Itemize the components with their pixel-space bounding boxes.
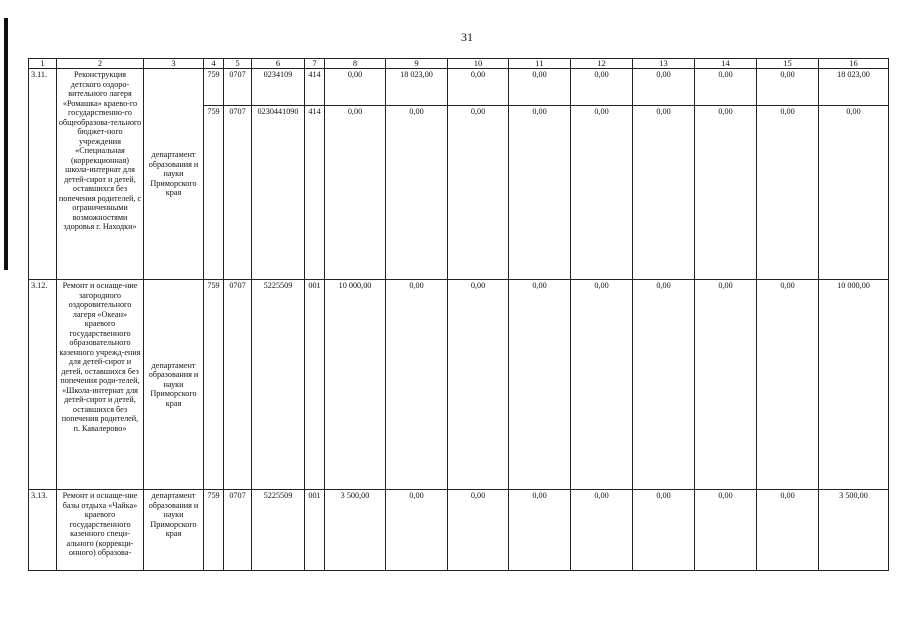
cell: 759 — [204, 490, 224, 571]
col-header: 15 — [757, 59, 819, 69]
cell: 0,00 — [386, 106, 448, 280]
cell: 0,00 — [571, 280, 633, 490]
cell: 0230441090 — [252, 106, 305, 280]
row-number: 3.12. — [29, 280, 57, 490]
cell: 414 — [305, 106, 325, 280]
cell: 759 — [204, 69, 224, 106]
row-department: департамент образования и науки Приморского края — [144, 69, 204, 280]
row-number: 3.13. — [29, 490, 57, 571]
cell: 0,00 — [633, 280, 695, 490]
col-header: 14 — [695, 59, 757, 69]
col-header: 7 — [305, 59, 325, 69]
cell: 0,00 — [695, 490, 757, 571]
col-header: 2 — [57, 59, 144, 69]
col-header: 4 — [204, 59, 224, 69]
cell: 5225509 — [252, 490, 305, 571]
col-header: 16 — [819, 59, 889, 69]
cell: 0707 — [224, 490, 252, 571]
col-header: 3 — [144, 59, 204, 69]
cell: 0,00 — [571, 69, 633, 106]
row-department: департамент образования и науки Приморского края — [144, 280, 204, 490]
cell: 0,00 — [448, 490, 509, 571]
cell: 3 500,00 — [325, 490, 386, 571]
cell: 0,00 — [448, 69, 509, 106]
col-header: 10 — [448, 59, 509, 69]
cell: 0707 — [224, 69, 252, 106]
cell: 759 — [204, 106, 224, 280]
col-header: 5 — [224, 59, 252, 69]
row-name: Ремонт и оснаще-ние базы отдыха «Чайка» краевого государственного казенного специ-ального (коррекци-онного) образова- — [57, 490, 144, 571]
cell: 0,00 — [633, 490, 695, 571]
cell: 0,00 — [509, 280, 571, 490]
cell: 0,00 — [509, 106, 571, 280]
cell: 18 023,00 — [386, 69, 448, 106]
table-row — [29, 490, 889, 571]
cell: 0,00 — [757, 106, 819, 280]
cell: 0,00 — [448, 280, 509, 490]
cell: 0,00 — [819, 106, 889, 280]
cell: 0,00 — [509, 490, 571, 571]
cell: 0,00 — [386, 490, 448, 571]
cell: 5225509 — [252, 280, 305, 490]
col-header: 9 — [386, 59, 448, 69]
col-header: 1 — [29, 59, 57, 69]
col-header: 8 — [325, 59, 386, 69]
cell: 0,00 — [448, 106, 509, 280]
cell: 0707 — [224, 280, 252, 490]
row-name: Ремонт и оснаще-ние загородного оздоровительного лагеря «Океан» краевого государственного образовательного казенного учрежд-ения для детей-сирот и детей, оставшихся без попечения роди-телей, «Школа-интернат для детей-сирот и детей, оставшихся без попечения родителей, п. Кавалерово» — [57, 280, 144, 490]
margin-bar — [4, 18, 8, 270]
col-header: 12 — [571, 59, 633, 69]
cell: 0,00 — [325, 106, 386, 280]
cell: 10 000,00 — [819, 280, 889, 490]
col-header: 6 — [252, 59, 305, 69]
cell: 759 — [204, 280, 224, 490]
cell: 0,00 — [695, 280, 757, 490]
cell: 0,00 — [757, 280, 819, 490]
cell: 0,00 — [695, 69, 757, 106]
cell: 0707 — [224, 106, 252, 280]
cell: 3 500,00 — [819, 490, 889, 571]
cell: 18 023,00 — [819, 69, 889, 106]
cell: 0,00 — [386, 280, 448, 490]
cell: 0,00 — [509, 69, 571, 106]
cell: 0,00 — [571, 490, 633, 571]
row-number: 3.11. — [29, 69, 57, 280]
cell: 0,00 — [757, 490, 819, 571]
budget-table — [28, 58, 889, 571]
row-name: Реконструкция детского оздоро-вительного лагеря «Ромашка» краево-го государственно-го общеобразова-тельного бюджет-ного учреждения «Специальная (коррекционная) школа-интернат для детей-сирот и детей, оставшихся без попечения родителей, с ограниченными возможностями здоровья г. Находки» — [57, 69, 144, 280]
cell: 0,00 — [633, 69, 695, 106]
page-number: 31 — [461, 30, 473, 44]
cell: 0,00 — [695, 106, 757, 280]
cell: 0,00 — [757, 69, 819, 106]
header-row — [29, 59, 889, 69]
row-department: департамент образования и науки Приморского края — [144, 490, 204, 571]
cell: 0,00 — [325, 69, 386, 106]
table-row — [29, 280, 889, 490]
cell: 001 — [305, 490, 325, 571]
col-header: 11 — [509, 59, 571, 69]
cell: 0234109 — [252, 69, 305, 106]
cell: 414 — [305, 69, 325, 106]
cell: 0,00 — [571, 106, 633, 280]
col-header: 13 — [633, 59, 695, 69]
cell: 001 — [305, 280, 325, 490]
table-row — [29, 69, 889, 106]
cell: 10 000,00 — [325, 280, 386, 490]
cell: 0,00 — [633, 106, 695, 280]
